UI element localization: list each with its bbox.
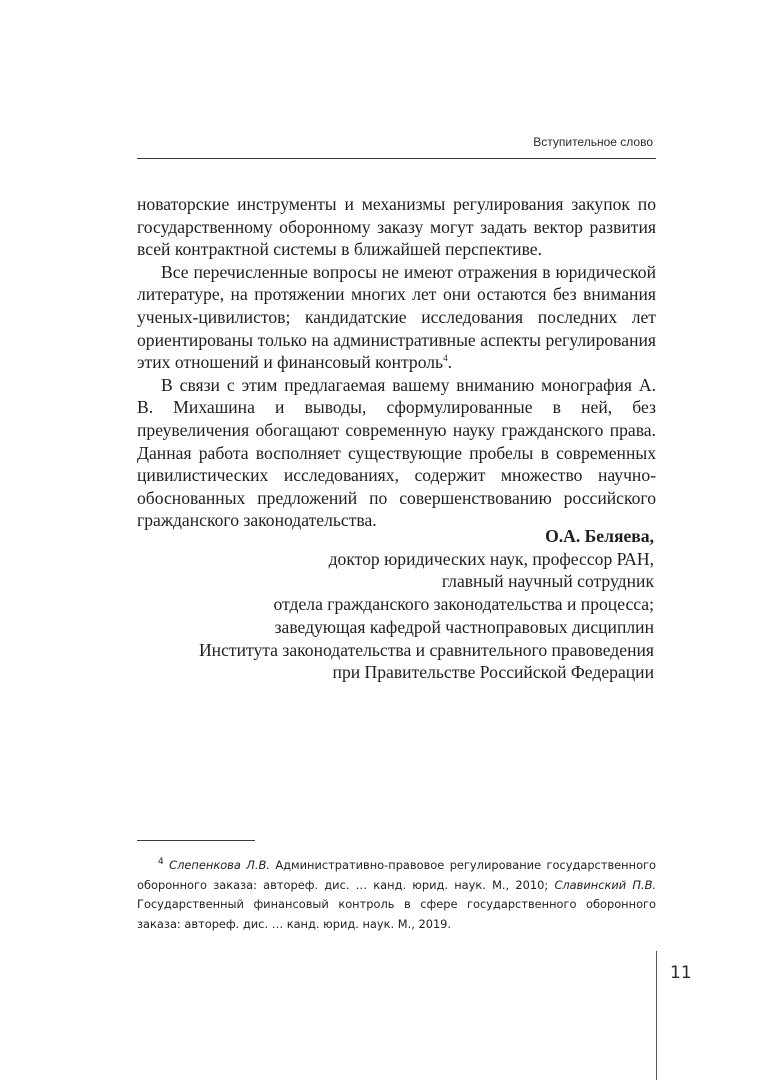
page-number: 11 [670,963,692,983]
page-number-rule [656,951,657,1080]
running-title: Вступительное слово [533,135,653,149]
paragraph-2 [137,261,656,374]
signatory-position: главный научный сотрудник [441,571,654,592]
signatory-institute: Института законодательства и сравнительного правоведения [198,639,654,660]
running-header [137,132,656,159]
signatory-department: отдела гражданского законодательства и процесса; [273,594,654,615]
signature-block [137,525,654,684]
footnote-text-1: Административно-правовое регулирование государственного оборонного заказа: автореф. дис. … канд. юрид. наук. М., 2010; [137,858,656,892]
footnote-separator [137,840,255,841]
main-text [137,193,656,532]
footnote-4 [137,856,656,934]
paragraph-2-text: Все перечисленные вопросы не имеют отражения в юридической литературе, на протяжении многих лет они остаются без внимания ученых-цивилистов; кандидатские исследования последних лет ориентированы только на административные аспекты регулирования этих отношений и финансовый контроль [137,261,656,373]
paragraph-3: В связи с этим предлагаемая вашему вниманию монография А. В. Михашина и выводы, сформулированные в ней, без преувеличения обогащают современную науку гражданского права. Данная работа восполняет существующие пробелы в современных цивилистических исследованиях, содержит множество научно-обоснованных предложений по совершенствованию российского гражданского законодательства. [137,374,656,531]
signatory-name: О.А. Беляева, [545,526,654,546]
signatory-chair: заведующая кафедрой частноправовых дисциплин [274,616,654,637]
paragraph-1: новаторские инструменты и механизмы регулирования закупок по государственному оборонному заказу могут задать вектор развития всей контрактной системы в ближайшей перспективе. [137,194,656,260]
footnote-reference[interactable]: 4 [443,353,448,364]
footnote-number: 4 [158,857,164,868]
footnote-author-2: Славинский П.В. [554,877,656,892]
signatory-degree: доктор юридических наук, профессор РАН, [328,548,654,569]
signatory-affiliation: при Правительстве Российской Федерации [332,662,654,683]
paragraph-2-end: . [447,352,452,373]
footnote-author-1: Слепенкова Л.В. [169,858,270,872]
footnote-text-2: Государственный финансовый контроль в сфере государственного оборонного заказа: автореф. дис. … канд. юрид. наук. М., 2019. [137,897,656,931]
